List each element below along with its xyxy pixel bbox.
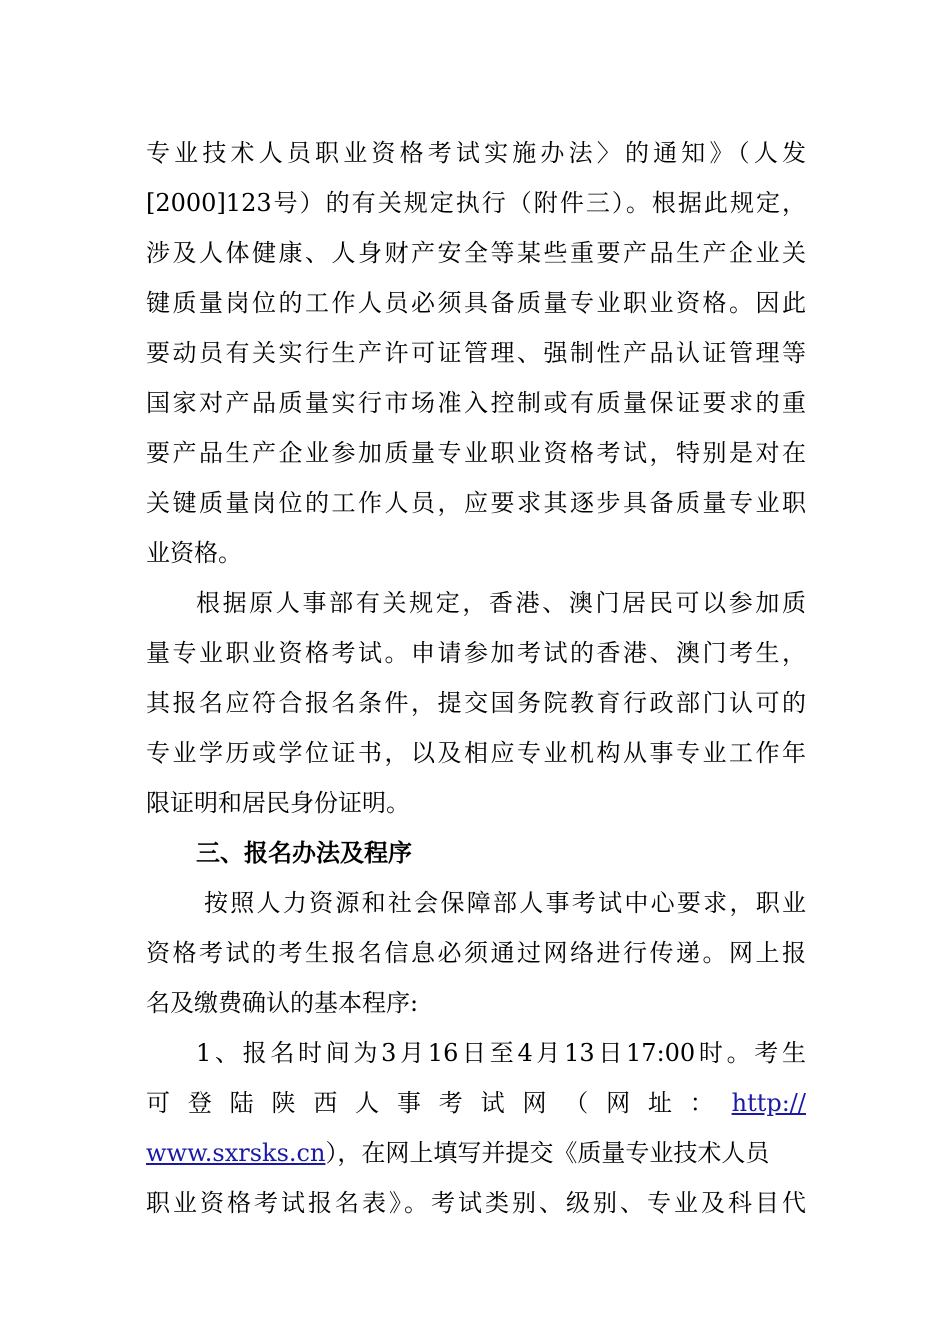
text-span: ），在网上填写并提交《质量专业技术人员 <box>325 1139 770 1167</box>
list-item-registration-time <box>146 1028 806 1228</box>
text-line: 按照人力资源和社会保障部人事考试中心要求，职业 <box>204 889 806 917</box>
text-line: 名及缴费确认的基本程序: <box>146 989 419 1017</box>
text-line: 资格考试的考生报名信息必须通过网络进行传递。网上报 <box>146 939 806 967</box>
text-line: 键质量岗位的工作人员必须具备质量专业职业资格。因此 <box>146 289 806 317</box>
text-line: 业资格。 <box>146 539 242 567</box>
text-line: 专业学历或学位证书，以及相应专业机构从事专业工作年 <box>146 739 806 767</box>
text-line: 其报名应符合报名条件，提交国务院教育行政部门认可的 <box>146 689 806 717</box>
text-line: 涉及人体健康、人身财产安全等某些重要产品生产企业关 <box>146 239 806 267</box>
text-line: 限证明和居民身份证明。 <box>146 789 410 817</box>
text-line <box>146 1128 806 1178</box>
website-link-continued[interactable]: www.sxrsks.cn <box>146 1139 326 1167</box>
section-heading: 三、报名办法及程序 <box>196 839 412 867</box>
text-line: 要动员有关实行生产许可证管理、强制性产品认证管理等 <box>146 339 806 367</box>
paragraph-registration <box>146 878 806 1028</box>
text-line: [2000]123号）的有关规定执行（附件三）。根据此规定， <box>146 189 806 217</box>
paragraph-hk-macau <box>146 578 806 828</box>
document-body <box>146 128 806 1228</box>
text-line: 职业资格考试报名表》。考试类别、级别、专业及科目代 <box>146 1189 806 1217</box>
text-line: 量专业职业资格考试。申请参加考试的香港、澳门考生， <box>146 639 806 667</box>
text-line: 专业技术人员职业资格考试实施办法〉的通知》（人发 <box>146 139 806 167</box>
website-link[interactable]: http:// <box>731 1089 806 1117</box>
paragraph-eligibility <box>146 128 806 578</box>
text-line: 国家对产品质量实行市场准入控制或有质量保证要求的重 <box>146 389 806 417</box>
text-line: 关键质量岗位的工作人员，应要求其逐步具备质量专业职 <box>146 489 806 517</box>
text-line <box>146 1078 806 1128</box>
text-line: 根据原人事部有关规定，香港、澳门居民可以参加质 <box>196 589 806 617</box>
text-line: 要产品生产企业参加质量专业职业资格考试，特别是对在 <box>146 439 806 467</box>
text-line: 1、报名时间为3月16日至4月13日17:00时。考生 <box>196 1039 806 1067</box>
text-span: 可 登 陆 陕 西 人 事 考 试 网 （ 网 址 ： <box>146 1089 719 1117</box>
